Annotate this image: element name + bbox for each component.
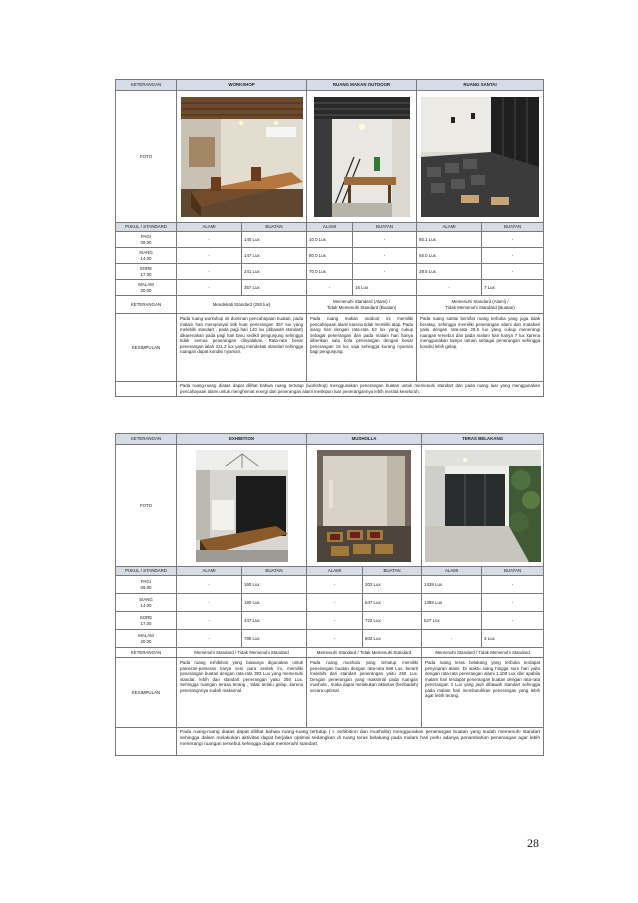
kesimpulan-musholla: Pada ruang mushola yang tertutup memiliki penerangan buatan dengan rata-rata 568 Lux, berarti melebihi dari standart penerangan yaitu 250 Lux. Dengan penerangan yang maksimal pada ruangan mushola , maka dapat melakukan aktivitas (beribadah) secara optimal. bbox=[307, 658, 422, 728]
table-row bbox=[116, 594, 544, 612]
time-label: PAGI 09.00 bbox=[116, 576, 177, 594]
lux-cell: 7 Lux bbox=[482, 280, 544, 296]
lux-cell: - bbox=[177, 280, 242, 296]
room-header-teras-belakang: TERAS BELAKANG bbox=[422, 434, 544, 445]
photo-cell-teras-belakang bbox=[422, 445, 544, 567]
kesimpulan-teras-belakang: Pada ruang teras belakang yang terbuka terdapat penyinaran alami. Di waktu siang hingga sore hari yaitu dengan rata-rata penerangan alami 1.108 Lux dan apabila malam hari terdapat penerangan buatan dengan rata-rata penerangan 3 Lux yang jauh dibawah standart sehingga pada malam hari membutuhkan penerangan yang lebih agar lebih terang. bbox=[422, 658, 544, 728]
photo-cell-musholla bbox=[307, 445, 422, 567]
kesimpulan-ruang-makan-outdoor: Pada ruang makan outdoor ini memiliki pencahayaan alami karena tidak memiliki atap. Pada siang hari dengan rata-rata 53 lux yang cukup sebagai penerangan dan pada malam hari hanya diberikan satu bola penerangan dengan besar penerangan 16 lux saja sehingga kurang nyaman bagi pengunjung. bbox=[307, 314, 417, 382]
lux-cell: 16 Lux bbox=[353, 280, 417, 296]
lux-cell: - bbox=[417, 280, 482, 296]
keterangan-ruang-makan-outdoor: Memenuhi Standard (Alami) / Tidak Memenuhi Standard (Buatan) bbox=[307, 296, 417, 314]
lighting-table-2 bbox=[115, 433, 544, 756]
sub-header: ALAMI bbox=[422, 567, 482, 576]
lux-cell: 180 Lux bbox=[242, 594, 307, 612]
ruang-santai-photo bbox=[421, 97, 539, 217]
lux-cell: 241 Lux bbox=[242, 264, 307, 280]
header-keterangan: KETERANGAN bbox=[116, 434, 177, 445]
kesimpulan-workshop: Pada ruang workshop ini dominan pencahayaan buatan, pada malam hari mempunyai titik kuat penerangan 357 lux yang melebihi standart , pada pagi hari 140 lux (dibawah standart) dikarenakan pada pagi hari baru sedikit pengunjung sehingga tidak semua penerangan dinyalakan. Rata-rata besar penerangan ialah 221.2 lux yang mendekati standart sehingga ruangan dapat kondisi nyaman. bbox=[177, 314, 307, 382]
lux-cell: 70.0 Lux bbox=[307, 264, 353, 280]
lux-cell: 202 Lux bbox=[363, 576, 422, 594]
lux-cell: 547 Lux bbox=[363, 594, 422, 612]
lux-cell: 722 Lux bbox=[363, 612, 422, 630]
foto-label: FOTO bbox=[116, 445, 177, 567]
kesimpulan-label: KESIMPULAN bbox=[116, 314, 177, 382]
lux-cell: 3 Lux bbox=[482, 630, 544, 648]
header-keterangan: KETERANGAN bbox=[116, 80, 177, 91]
kesimpulan-exhibition: Pada ruang exhibition yang biasanya digunakan untuk pameran-pameran karya seni para arsitek ini, memiliki penerangan buatan dengan rata-rata 393 Lux yang memenuhi standar, lebih dari standart penerangan yaitu 250 Lux. Sehingga ruangan terasa terang , tidak terlalu gelap, karena penerangnnya sudah maksimal. bbox=[177, 658, 307, 728]
time-label: MALAM 20.00 bbox=[116, 280, 177, 296]
sub-header: ALAMI bbox=[177, 223, 242, 232]
room-header-ruang-santai: RUANG SANTAI bbox=[417, 80, 544, 91]
table-row bbox=[116, 248, 544, 264]
lux-cell: 85.1 Lux bbox=[417, 232, 482, 248]
lux-cell: - bbox=[177, 594, 242, 612]
photo-cell-exhibition bbox=[177, 445, 307, 567]
sub-header: BUATAN bbox=[482, 567, 544, 576]
lux-cell: - bbox=[307, 576, 363, 594]
table-row bbox=[116, 612, 544, 630]
keterangan-musholla: Memenuhi Standard / Tidak Memenuhi Standard bbox=[307, 648, 422, 658]
sub-header: ALAMI bbox=[307, 567, 363, 576]
keterangan-label: KETERANGAN bbox=[116, 296, 177, 314]
lux-cell: - bbox=[307, 280, 353, 296]
lux-cell: 28.5 Lux bbox=[417, 264, 482, 280]
lux-cell: 527 Lux bbox=[422, 612, 482, 630]
lux-cell: 80.0 Lux bbox=[307, 248, 353, 264]
sub-header: BUATAN bbox=[353, 223, 417, 232]
sub-header: BUATAN bbox=[363, 567, 422, 576]
lux-cell: 357 Lux bbox=[242, 280, 307, 296]
lux-cell: - bbox=[177, 630, 242, 648]
lux-cell: - bbox=[482, 232, 544, 248]
table-row bbox=[116, 576, 544, 594]
room-header-musholla: MUSHOLLA bbox=[307, 434, 422, 445]
lux-cell: 140 Lux bbox=[242, 232, 307, 248]
time-label: SIANG 14.00 bbox=[116, 594, 177, 612]
time-label: SIANG 14.00 bbox=[116, 248, 177, 264]
sub-header: BUATAN bbox=[242, 223, 307, 232]
lux-cell: 1439 Lux bbox=[422, 576, 482, 594]
lux-cell: 10.0 Lux bbox=[307, 232, 353, 248]
lux-cell: - bbox=[177, 576, 242, 594]
time-label: PAGI 09.00 bbox=[116, 232, 177, 248]
ruang-makan-outdoor-photo bbox=[314, 97, 410, 217]
summary-spacer bbox=[116, 728, 177, 756]
lux-cell: 788 Lux bbox=[242, 630, 307, 648]
table-row bbox=[116, 280, 544, 296]
lux-cell: 65.0 Lux bbox=[417, 248, 482, 264]
lux-cell: - bbox=[353, 248, 417, 264]
lux-cell: - bbox=[482, 264, 544, 280]
lux-cell: - bbox=[177, 248, 242, 264]
table-row bbox=[116, 630, 544, 648]
room-header-ruang-makan-outdoor: RUANG MAKAN OUTDOOR bbox=[307, 80, 417, 91]
lux-cell: 160 Lux bbox=[242, 576, 307, 594]
keterangan-teras-belakang: Memenuhi Standard / Tidak Memenuhi Standard bbox=[422, 648, 544, 658]
pukul-label: PUKUL / STANDARD bbox=[116, 223, 177, 232]
photo-cell-workshop bbox=[177, 91, 307, 223]
lux-cell: - bbox=[177, 612, 242, 630]
table-row bbox=[116, 232, 544, 248]
lighting-table-1 bbox=[115, 79, 544, 397]
time-label: SORE 17.00 bbox=[116, 612, 177, 630]
pukul-label: PUKUL / STANDARD bbox=[116, 567, 177, 576]
sub-header: BUATAN bbox=[242, 567, 307, 576]
kesimpulan-label: KESIMPULAN bbox=[116, 658, 177, 728]
lux-cell: - bbox=[307, 630, 363, 648]
summary-spacer bbox=[116, 382, 177, 397]
sub-header: ALAMI bbox=[307, 223, 353, 232]
lux-cell: 1358 Lux bbox=[422, 594, 482, 612]
teras-belakang-photo bbox=[425, 450, 541, 562]
keterangan-ruang-santai: Memenuhi Standard (Alami) / Tidak Memenuhi Standard (Buatan) bbox=[417, 296, 544, 314]
lux-cell: - bbox=[307, 612, 363, 630]
photo-cell-ruang-makan-outdoor bbox=[307, 91, 417, 223]
sub-header: ALAMI bbox=[177, 567, 242, 576]
workshop-photo bbox=[181, 97, 303, 217]
keterangan-exhibition: Memenuhi Standard / Tidak Memenuhi Standard bbox=[177, 648, 307, 658]
time-label: MALAM 20.00 bbox=[116, 630, 177, 648]
room-header-exhibition: EXHIBITION bbox=[177, 434, 307, 445]
photo-cell-ruang-santai bbox=[417, 91, 544, 223]
musholla-photo bbox=[317, 450, 411, 562]
keterangan-label: KETERANGAN bbox=[116, 648, 177, 658]
exhibition-photo bbox=[196, 450, 288, 562]
summary-text: Pada ruang-ruang diatas dapat dilihat bahwa ruang-ruang tertutup ( r. exhibition dan musholla) menggunakan penerangan buatan yang sudah memenuhi standart sehingga dalam melakukan aktivitas dapat berjalan optimal sedangkan di ruang teras belakang pada malam hari perlu adanya penambahan penerangan agar lebih menerangi ruangan tersebut,sehingga dapat memenuhi standart. bbox=[177, 728, 544, 756]
lux-cell: - bbox=[482, 576, 544, 594]
lux-cell: 802 Lux bbox=[363, 630, 422, 648]
lux-cell: 447 Lux bbox=[242, 612, 307, 630]
lux-cell: - bbox=[422, 630, 482, 648]
kesimpulan-ruang-santai: Pada ruang santai bersifat ruang terbuka yang juga tidak beratap, sehingga memiliki penerangan alami dari matahari yaitu dengan rata-rata 29.5 lux yang cukup menerangi ruangan tersebut dan pada malam hari hanya 7 lux karena menggunakan lampu taman sebagai penerangan sehingga kondisi lebih gelap. bbox=[417, 314, 544, 382]
lux-cell: - bbox=[307, 594, 363, 612]
lux-cell: - bbox=[482, 248, 544, 264]
time-label: SORE 17.00 bbox=[116, 264, 177, 280]
table-row bbox=[116, 264, 544, 280]
foto-label: FOTO bbox=[116, 91, 177, 223]
lux-cell: - bbox=[177, 232, 242, 248]
lux-cell: - bbox=[482, 612, 544, 630]
room-header-workshop: WORKSHOP bbox=[177, 80, 307, 91]
lux-cell: - bbox=[482, 594, 544, 612]
lux-cell: - bbox=[177, 264, 242, 280]
lux-cell: - bbox=[353, 264, 417, 280]
summary-text: Pada ruang-ruang diatas dapat dilihat bahwa ruang tertutup (workshop) menggunakan penerangan buatan untuk memenuhi standart dan pada ruang luar yang menggunakan pencahayaan alami untuk menghemat energi dan penerangan alami meskipun luar penerangannya lebih merata keseluruh. bbox=[177, 382, 544, 397]
keterangan-workshop: Mendekati Standard (250 lux) bbox=[177, 296, 307, 314]
sub-header: BUATAN bbox=[482, 223, 544, 232]
lux-cell: 147 Lux bbox=[242, 248, 307, 264]
page-number: 28 bbox=[527, 836, 539, 850]
sub-header: ALAMI bbox=[417, 223, 482, 232]
lux-cell: - bbox=[353, 232, 417, 248]
